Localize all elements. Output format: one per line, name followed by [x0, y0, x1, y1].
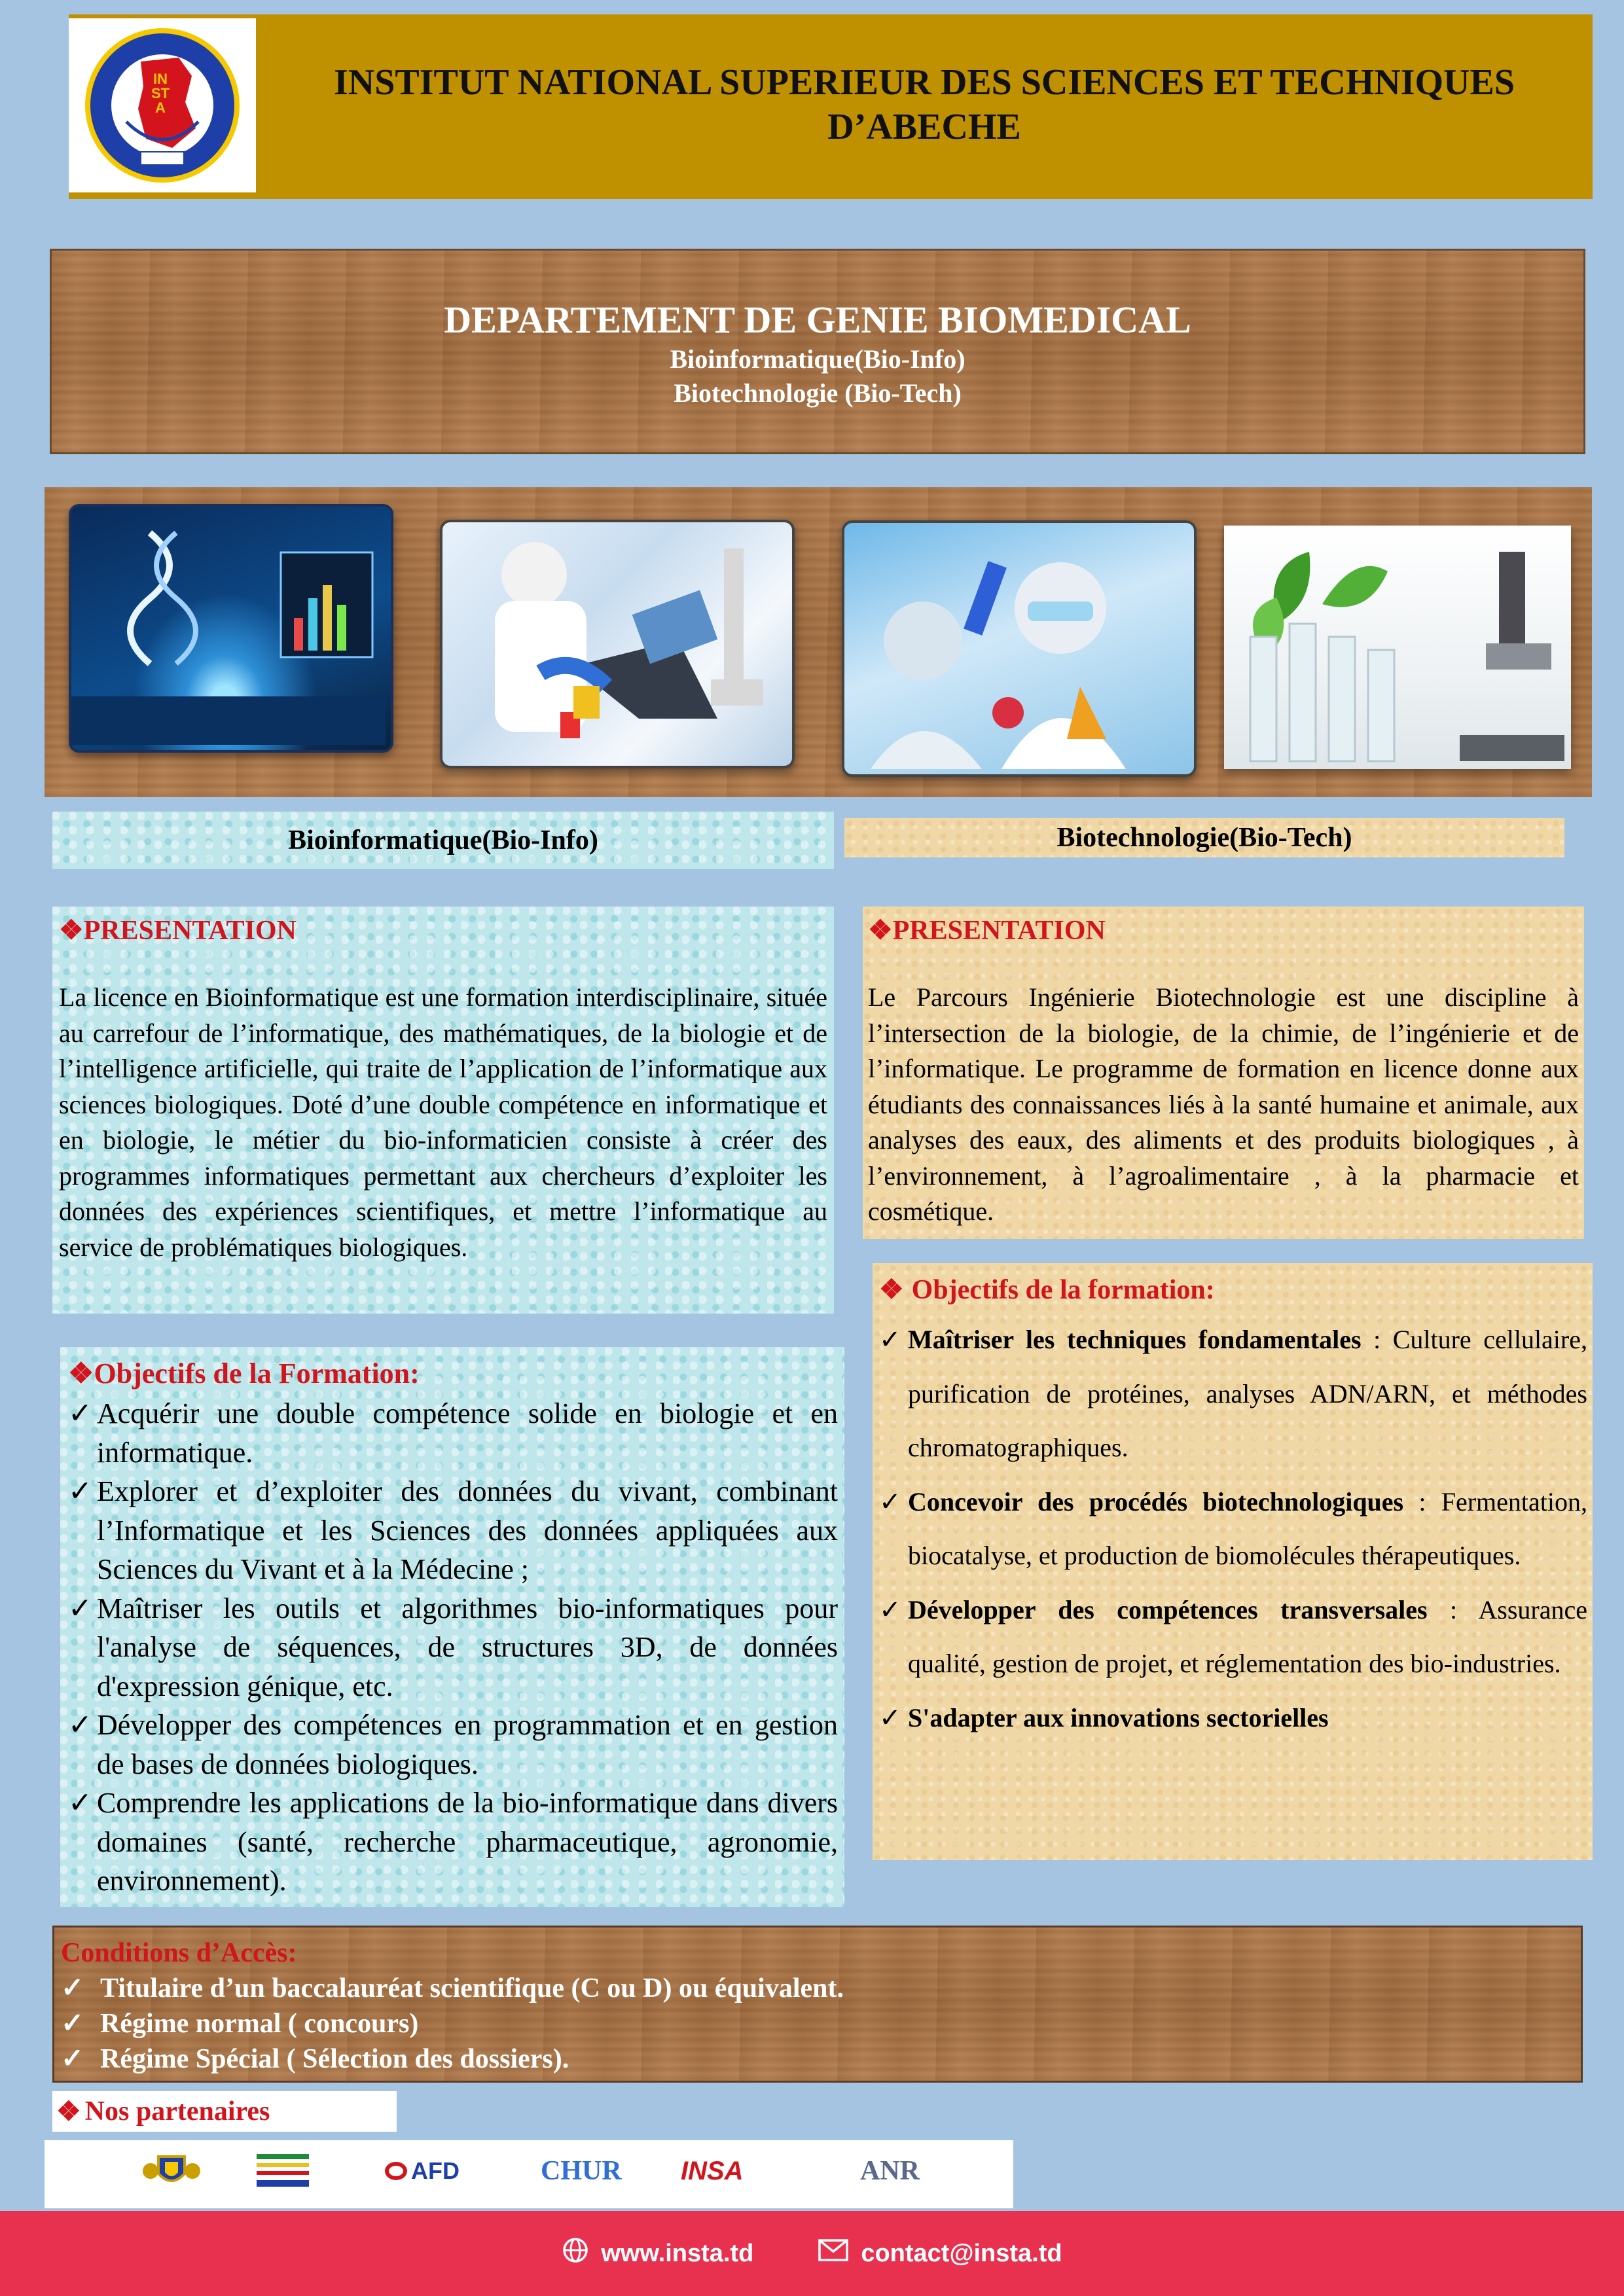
department-subtitle-biotech: Biotechnologie (Bio-Tech)	[674, 378, 962, 408]
list-item	[68, 1706, 838, 1784]
partner-name: INSA	[681, 2156, 744, 2185]
chad-coat-of-arms-logo	[139, 2155, 204, 2187]
diamond-bullet-icon: ❖	[68, 1357, 94, 1390]
list-item	[879, 1691, 1587, 1746]
list-item	[68, 1394, 838, 1472]
department-title: DEPARTEMENT DE GENIE BIOMEDICAL	[444, 298, 1191, 341]
african-partner-logo	[257, 2155, 316, 2187]
condition-text: Titulaire d’un baccalauréat scientifique (C ou D) ou équivalent.	[100, 1973, 844, 2003]
objective-bold: S'adapter aux innovations sectorielles	[908, 1702, 1329, 1732]
objective-text: Développer des compétences en programmation et en gestion de bases de données biologiques.	[97, 1709, 838, 1780]
diamond-bullet-icon: ❖	[868, 916, 893, 946]
conditions-banner	[52, 1926, 1583, 2083]
list-item	[68, 1784, 838, 1901]
checkmark-icon: ✓	[61, 2009, 84, 2039]
biotech-presentation-title-text: PRESENTATION	[892, 916, 1106, 946]
checkmark-icon: ✓	[61, 2044, 84, 2074]
biotech-objectives-title	[879, 1270, 1587, 1310]
logo-letters: INSTA	[151, 71, 170, 116]
mail-icon	[818, 2238, 849, 2269]
biotech-presentation-box	[863, 906, 1584, 1239]
partner-logo-insa	[681, 2155, 744, 2187]
bioinfo-objectives-box	[60, 1347, 844, 1907]
partner-logo-anr	[860, 2155, 920, 2187]
partners-title: Nos partenaires	[84, 2096, 270, 2126]
partner-name: AFD	[411, 2157, 460, 2184]
biotech-objectives-list	[879, 1313, 1587, 1745]
globe-icon	[562, 2236, 589, 2270]
bioinfo-heading	[52, 812, 834, 869]
email-link[interactable]: contact@insta.td	[861, 2239, 1062, 2267]
bioinfo-presentation-title-text: PRESENTATION	[83, 916, 297, 946]
list-item	[61, 1971, 1574, 2006]
list-item	[68, 1589, 838, 1706]
objective-bold: Concevoir des procédés biotechnologiques	[908, 1486, 1404, 1516]
checkmark-icon: ✓	[879, 1594, 901, 1624]
objective-bold: Maîtriser les techniques fondamentales	[908, 1325, 1362, 1354]
list-item	[61, 2006, 1574, 2041]
checkmark-icon: ✓	[879, 1325, 901, 1354]
biotech-objectives-box	[873, 1263, 1593, 1860]
biotech-objectives-title-text: Objectifs de la formation:	[911, 1275, 1215, 1305]
objective-text	[908, 1475, 1587, 1583]
department-banner	[50, 249, 1585, 454]
conditions-list	[61, 1971, 1574, 2077]
objective-text	[908, 1691, 1587, 1746]
diamond-bullet-icon: ❖	[879, 1275, 904, 1305]
list-item	[879, 1583, 1587, 1691]
plants-microscope-photo	[1224, 526, 1571, 769]
website-link[interactable]: www.insta.td	[601, 2239, 754, 2267]
checkmark-icon: ✓	[68, 1592, 92, 1624]
partner-name: CHUR	[541, 2156, 622, 2186]
checkmark-icon: ✓	[879, 1702, 901, 1732]
afd-ring-icon	[385, 2162, 407, 2180]
bioinfo-objectives-title-text: Objectifs de la Formation:	[94, 1357, 420, 1390]
institute-title-line1: INSTITUT NATIONAL SUPERIEUR DES SCIENCES ET TECHNIQUES	[333, 62, 1515, 103]
bioinfo-presentation-title	[59, 910, 827, 951]
checkmark-icon: ✓	[61, 1973, 84, 2003]
objective-bold: Développer des compétences transversales	[908, 1594, 1428, 1624]
bioinfo-objectives-list	[68, 1394, 838, 1901]
biotech-heading-text: Biotechnologie(Bio-Tech)	[1056, 823, 1352, 853]
bioinfo-heading-text: Bioinformatique(Bio-Info)	[288, 825, 598, 855]
dna-computer-photo	[69, 504, 393, 753]
checkmark-icon: ✓	[68, 1475, 92, 1507]
bioinfo-objectives-title	[68, 1354, 838, 1394]
list-item	[879, 1313, 1587, 1475]
objective-text: Maîtriser les outils et algorithmes bio-informatiques pour l'analyse de séquences, de structures 3D, de données d'expression génique, etc.	[97, 1592, 838, 1702]
list-item	[68, 1472, 838, 1589]
checkmark-icon: ✓	[68, 1397, 92, 1429]
partner-logo-afd	[385, 2155, 460, 2187]
condition-text: Régime Spécial ( Sélection des dossiers).	[100, 2044, 569, 2074]
lab-laptop-photo	[440, 520, 795, 768]
objective-text: Acquérir une double compétence solide en biologie et en informatique.	[97, 1397, 838, 1469]
objective-detail: : Culture cellulaire, purification de protéines, analyses ADN/ARN, et méthodes chromatographiques.	[908, 1325, 1587, 1462]
checkmark-icon: ✓	[68, 1787, 92, 1819]
objective-detail: : Fermentation, biocatalyse, et production de biomolécules thérapeutiques.	[908, 1486, 1587, 1570]
objective-detail: : Assurance qualité, gestion de projet, et réglementation des bio-industries.	[908, 1594, 1587, 1678]
partner-logo-chur	[541, 2155, 622, 2187]
partners-label	[52, 2091, 397, 2132]
objective-text: Explorer et d’exploiter des données du vivant, combinant l’Informatique et les Sciences des données appliquées aux Sciences du Vivant et à la Médecine ;	[97, 1475, 838, 1585]
partner-name: ANR	[860, 2156, 920, 2186]
list-item	[879, 1475, 1587, 1583]
objective-text	[908, 1313, 1587, 1475]
objective-text: Comprendre les applications de la bio-informatique dans divers domaines (santé, recherche pharmaceutique, agronomie, environnement).	[97, 1787, 838, 1897]
diamond-bullet-icon: ❖	[59, 916, 84, 946]
biotech-heading	[844, 818, 1564, 857]
biotech-presentation-text: Le Parcours Ingénierie Biotechnologie est une discipline à l’intersection de la biologie, de la chimie, de l’ingénierie et de l’informatique. Le programme de formation en licence donne aux étudiants des connaissances liés à la santé humaine et animale, aux analyses des eaux, des aliments et des produits biologiques , à l’environnement, à l’agroalimentaire , à la pharmacie et cosmétique.	[868, 982, 1579, 1226]
bioinfo-presentation-box	[52, 906, 834, 1314]
list-item	[61, 2041, 1574, 2077]
objective-text	[908, 1583, 1587, 1691]
conditions-title: Conditions d’Accès:	[61, 1938, 297, 1968]
bioinfo-presentation-text: La licence en Bioinformatique est une formation interdisciplinaire, située au carrefour de l’informatique, des mathématiques, de la biologie et de l’intelligence artificielle, qui traite de l’application de l’informatique aux sciences biologiques. Doté d’une double compétence en informatique et en biologie, le métier du bio-informaticien consiste à créer des programmes informatiques permettant aux chercheurs d’exploiter les données des expériences scientifiques, et mettre l’informatique au service de problématiques biologiques.	[59, 982, 827, 1262]
institute-title-line2: D’ABECHE	[827, 107, 1021, 147]
checkmark-icon: ✓	[879, 1486, 901, 1516]
biotech-presentation-title	[868, 910, 1579, 951]
condition-text: Régime normal ( concours)	[100, 2009, 419, 2039]
lab-researchers-photo	[842, 520, 1197, 777]
diamond-bullet-icon: ❖	[56, 2097, 81, 2127]
institute-title	[256, 60, 1593, 149]
checkmark-icon: ✓	[68, 1709, 92, 1741]
department-subtitle-bioinfo: Bioinformatique(Bio-Info)	[670, 344, 965, 374]
footer-bar	[0, 2211, 1624, 2296]
